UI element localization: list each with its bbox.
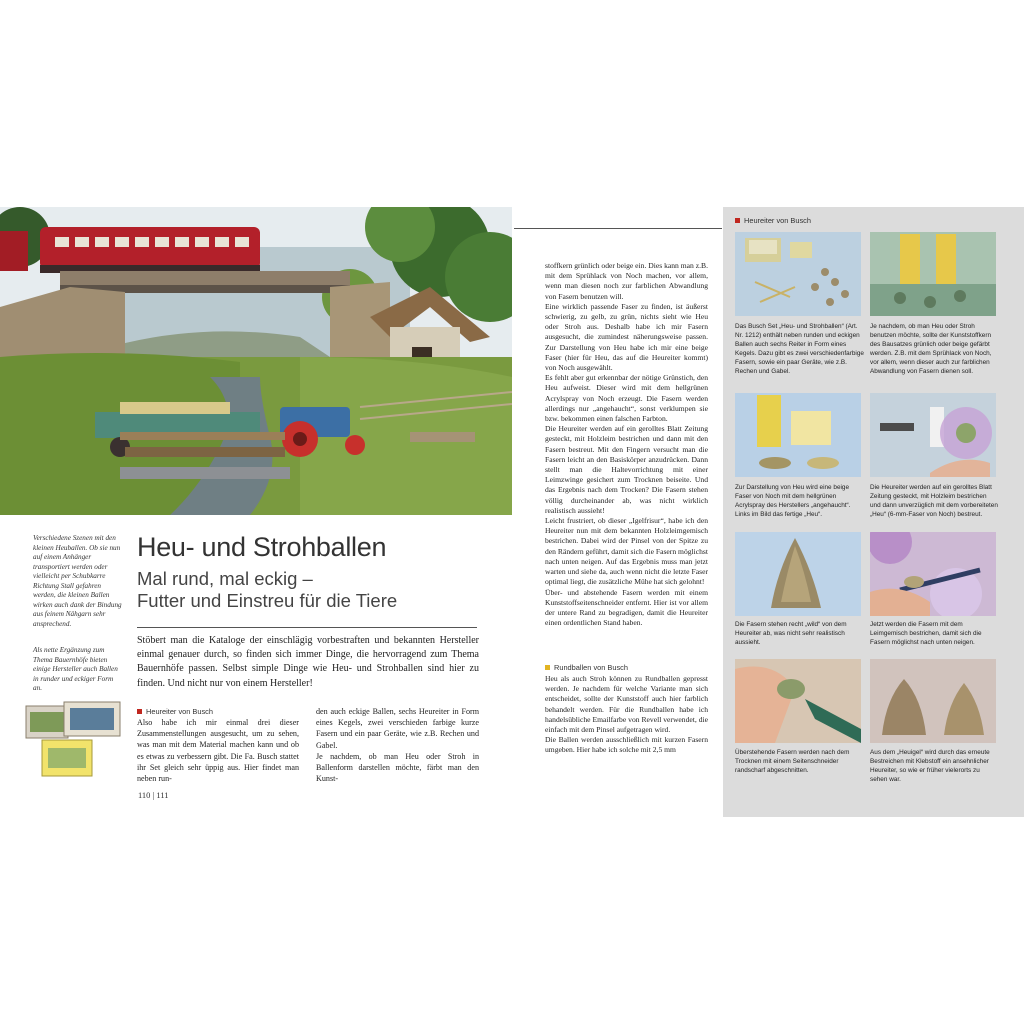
section-bullet-icon [545,665,550,670]
page-subtitle-line1: Mal rund, mal eckig – [137,568,313,589]
title-divider [137,627,477,628]
model-railway-diorama-photo [0,207,512,515]
fiber-packets-photo-icon [735,393,861,477]
article-column-1: Also habe ich mir einmal drei dieser Zusammenstellungen ausgesucht, um zu sehen, was man mit dem Material machen kann und ob es etwas zu verbessern gibt. Die Fa. Busch stattet ihr Set gleich sehr üppig aus. Hier findet man neben run- [137,718,299,784]
section-heading-label: Heureiter von Busch [146,707,213,716]
spray-cans-photo-icon [870,232,996,316]
step-photo-3 [735,393,861,477]
finished-hay-cones-photo-icon [870,659,996,743]
step-caption-7: Überstehende Fasern werden nach dem Trocknen mit einem Seitenschneider randscharf abgeschnitten. [735,749,850,774]
section-bullet-icon [735,218,740,223]
product-boxes-icon [24,700,124,778]
page-numbers: 110 | 111 [138,790,169,800]
section-heading-busch [137,707,213,716]
section-heading-label: Rundballen von Busch [554,663,628,672]
step-caption-2: Je nachdem, ob man Heu oder Stroh benutzen möchte, sollte der Kunststoffkern des Bausatzes grünlich oder beige gefärbt werden. Z.B. mit dem Sprühlack von Noch, vor allem, wenn dieser auch zur farblichen Abwandlung von Fasern dienen soll. [870,323,992,375]
step-caption-4: Die Heureiter werden auf ein gerolltes Blatt Zeitung gesteckt, mit Holzleim bestrichen und dann unverzüglich mit dem vorbereiteten „Heu“ (6-mm-Faser von Noch) bestreut. [870,484,998,518]
step-caption-5: Die Fasern stehen recht „wild“ von dem Heureiter ab, was nicht sehr realistisch aussieht. [735,621,847,646]
right-column-text-2: Heu als auch Stroh können zu Rundballen gepresst werden. Je nachdem für welche Variante man sich entscheidet, sollte der Kunststoff auch hier farblich behandelt werden. Für die Rundballen habe ich handelsübliche Emailfarbe von Revell verwendet, die einfach mit dem Pinsel aufgetragen wird. Die Ballen werden ausschließlich mit kurzen Fasern umgeben. Hier habe ich solche mit 2,5 mm [545,674,708,755]
step-photo-6 [870,532,996,616]
sidebar-caption-1: Verschiedene Szenen mit den kleinen Heuballen. Ob sie nun auf einem Anhänger transportiert werden oder vielleicht per Schubkarre Richtung Stall gefahren werden, die kleinen Ballen wirken auch dank der Bindung aus feinem Nähgarn sehr ansprechend. [33,534,122,628]
step-caption-1: Das Busch Set „Heu- und Strohballen“ (Art. Nr. 1212) enthält neben runden und eckigen Ballen auch sechs Reiter in Form eines Kegels. Dazu gibt es zwei verschiedenfarbige Fasern, sowie ein paar Geräte, wie z.B. Rechen und Gabel. [735,323,864,375]
step-caption-3: Zur Darstellung von Heu wird eine beige Faser von Noch mit dem hellgrünen Acrylspray des Herstellers „angehaucht“. Links im Bild das fertige „Heu“. [735,484,851,518]
section-bullet-icon [137,709,142,714]
right-top-rule [514,228,722,229]
step-caption-6: Jetzt werden die Fasern mit dem Leimgemisch bestrichen, damit sich die Fasern möglichst nach unten neigen. [870,621,982,646]
step-photo-4 [870,393,996,477]
brush-glue-photo-icon [870,532,996,616]
step-photo-5 [735,532,861,616]
article-column-2: den auch eckige Ballen, sechs Heureiter in Form eines Kegels, zwei verschieden farbige kurze Fasern und ein paar Geräte, wie z.B. Rechen und Gabel. Je nachdem, ob man Heu oder Stroh in Ballenform darstellen möchte, färbt man den Kunst- [316,707,479,784]
cutter-trimming-photo-icon [735,659,861,743]
hero-photo [0,207,512,515]
step-photo-8 [870,659,996,743]
page-subtitle-line2: Futter und Einstreu für die Tiere [137,590,398,611]
section-heading-rundballen [545,663,628,672]
kit-parts-photo-icon [735,232,861,316]
step-photo-1 [735,232,861,316]
glue-clamp-photo-icon [870,393,996,477]
page-title: Heu- und Strohballen [137,532,387,562]
right-column-text: stoffkern grünlich oder beige ein. Dies kann man z.B. mit dem Sprühlack von Noch machen, vor allem, wenn man diesen noch zur farblichen Abwandlung von Fasern benutzen will. Eine wirklich passende Faser zu finden, ist äußerst schwierig, zu gelb, zu grün, nichts sieht wie Heu oder Stroh aus. Deshalb habe ich mir Fasern ausgesucht, die zumindest näherungsweise passen. Zur Darstellung von Heu habe ich mir eine beige Faser (hier für Heu, das auf die Heureiter kommt) von Noch ausgewählt. Es fehlt aber gut erkennbar der nötige Grünstich, den Heu aufweist. Dieser wird mit dem hellgrünen Acrylspray von Noch erzeugt. Die Fasern werden allerdings nur „angehaucht“, sonst verklumpen sie bzw. bekommen einen falschen Farbton. Die Heureiter werden auf ein gerolltes Blatt Zeitung gesteckt, mit Holzleim bestrichen und dann mit den Fasern bestreut. Mit den Fingern versucht man die Fasern leicht an den Basiskörper anzudrücken. Dann stellt man die Haltevorrichtung mit einer Leimzwinge gesichert zum Trocknen beiseite. Und das Ergebnis nach dem Trocken? Die Fasern stehen völlig durcheinander ab, was nicht wirklich realistisch aussieht! Leicht frustriert, ob dieser „Igelfrisur“, habe ich den Heureiter nun mit dem bekannten Holzleimgemisch bestrichen. Dabei wird der Pinsel von der Spitze zu den Rändern geführt, damit sich die Fasern möglichst nach unten neigen. Auf das Ergebnis muss man jetzt warten und siehe da, auch wenn nicht die letzte Faser optimal liegt, die zusätzliche Mühe hat sich gelohnt! Über- und abstehende Fasern werden mit einem Kunststoffseitenschneider entfernt. Hier ist vor allem der untere Rand zu begradigen, damit die Heureiter einen ordentlichen Stand haben. [545,261,708,628]
step-photo-2 [870,232,996,316]
panel-heading-label: Heureiter von Busch [744,216,811,225]
panel-heading [735,216,811,225]
sidebar-caption-2: Als nette Ergänzung zum Thema Bauernhöfe bieten einige Hersteller auch Ballen in runder und eckiger Form an. [33,646,118,692]
product-boxes-photo [24,700,124,778]
step-photo-7 [735,659,861,743]
step-caption-8: Aus dem „Heuigel“ wird durch das erneute Bestreichen mit Klebstoff ein ansehnlicher Heureiter, so wie er früher vielerorts zu sehen war. [870,749,990,783]
photo-step-panel [723,207,1024,817]
hay-cone-photo-icon [735,532,861,616]
lead-paragraph: Stöbert man die Kataloge der einschlägig vorbestraften und bekannten Hersteller einmal genauer durch, so finden sich immer Dinge, die hervorragend zum Thema Bauernhöfe passen. Selbst simple Dinge wie Heu- und Strohballen sind hier zu finden. Und nicht nur von einem Hersteller! [137,635,479,689]
